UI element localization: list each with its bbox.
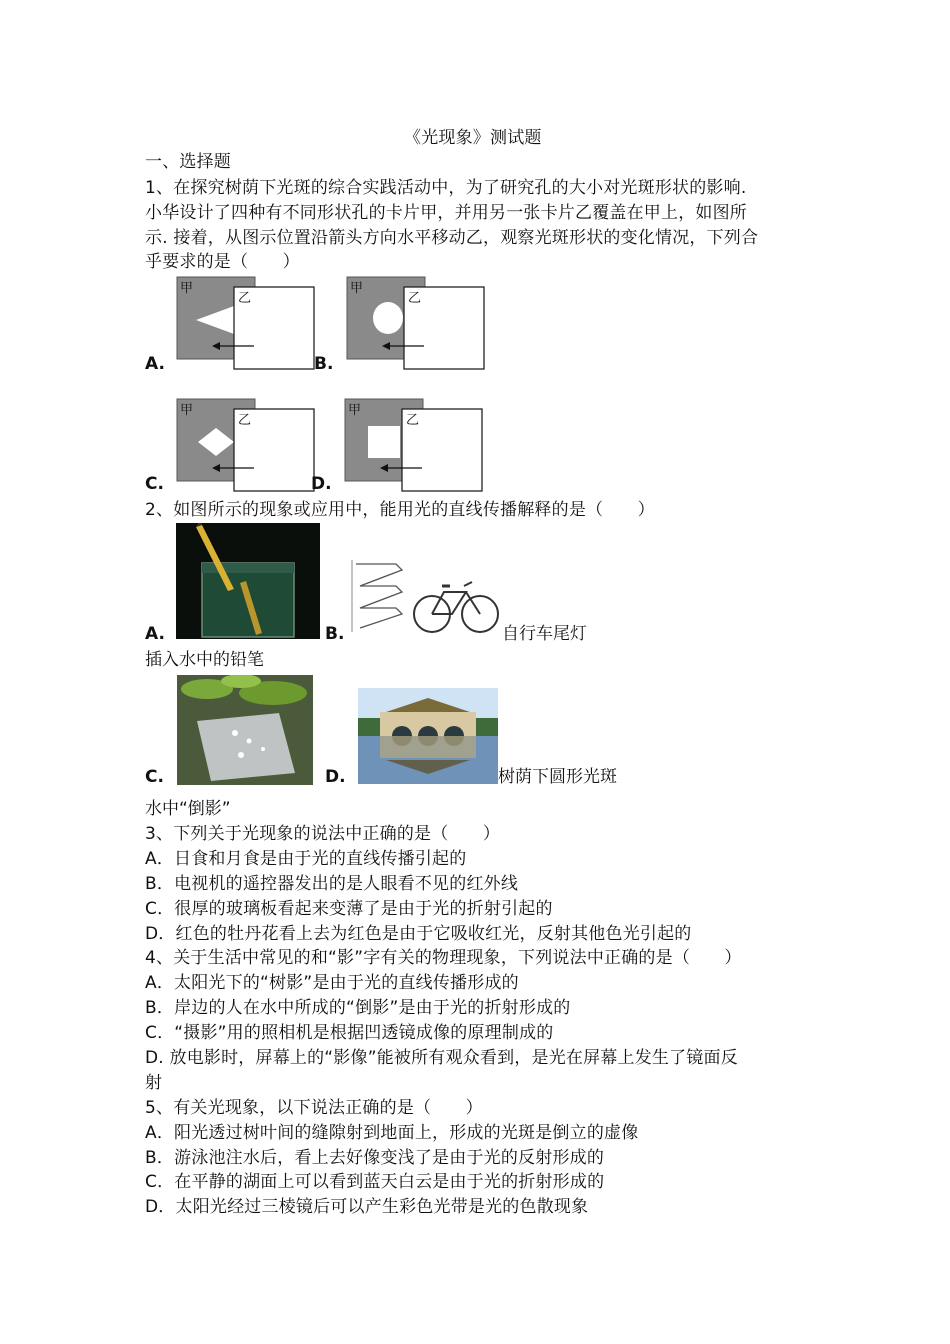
q1-line-4: 乎要求的是（ ） — [145, 252, 300, 272]
svg-text:乙: 乙 — [238, 412, 252, 427]
q4-choice-d: D. 放电影时，屏幕上的“影像”能被所有观众看到，是光在屏幕上发生了镜面反 — [145, 1048, 738, 1068]
circle-hole — [373, 302, 403, 334]
q2-figure-bike-reflector — [350, 556, 502, 638]
q1-figure-c — [176, 398, 316, 494]
card-jia-text: 甲 — [180, 280, 194, 295]
q3-choice-d: D．红色的牡丹花看上去为红色是由于它吸收红光，反射其他色光引起的 — [145, 924, 692, 944]
q3-stem: 3、下列关于光现象的说法中正确的是（ ） — [145, 824, 501, 844]
q5-choice-a: A．阳光透过树叶间的缝隙射到地面上，形成的光斑是倒立的虚像 — [145, 1123, 639, 1143]
q2-option-a-label: A. — [145, 624, 165, 644]
q1-option-c-label: C. — [145, 474, 164, 494]
svg-text:甲: 甲 — [348, 402, 362, 417]
q4-choice-a: A．太阳光下的“树影”是由于光的直线传播形成的 — [145, 973, 519, 993]
q5-stem: 5、有关光现象，以下说法正确的是（ ） — [145, 1098, 483, 1118]
q5-choice-c: C．在平静的湖面上可以看到蓝天白云是由于光的折射形成的 — [145, 1172, 605, 1192]
q1-figure-a — [176, 276, 316, 372]
q2-figure-pencil-in-water — [176, 523, 320, 639]
svg-text:甲: 甲 — [350, 280, 364, 295]
q1-option-a-label: A. — [145, 354, 165, 374]
q5-choice-b: B．游泳池注水后，看上去好像变浅了是由于光的反射形成的 — [145, 1148, 605, 1168]
q1-line-2: 小华设计了四种有不同形状孔的卡片甲，并用另一张卡片乙覆盖在甲上，如图所 — [145, 203, 747, 223]
q2-option-b-label: B. — [325, 624, 345, 644]
q4-choice-d-cont: 射 — [145, 1073, 163, 1093]
q2-figure-light-spots — [177, 675, 313, 785]
q2-figure-water-reflection — [358, 688, 498, 784]
q2-caption-c: 水中“倒影” — [145, 799, 231, 819]
q1-line-3: 示. 接着，从图示位置沿箭头方向水平移动乙，观察光斑形状的变化情况，下列合 — [145, 228, 759, 248]
q1-figure-b — [346, 276, 486, 372]
q2-option-d-label: D. — [325, 767, 346, 787]
q3-choice-c: C．很厚的玻璃板看起来变薄了是由于光的折射引起的 — [145, 899, 553, 919]
q2-stem: 2、如图所示的现象或应用中，能用光的直线传播解释的是（ ） — [145, 500, 655, 520]
card-yi-text: 乙 — [238, 290, 252, 305]
q4-choice-b: B．岸边的人在水中所成的“倒影”是由于光的折射形成的 — [145, 998, 571, 1018]
svg-text:甲: 甲 — [180, 402, 194, 417]
q4-stem: 4、关于生活中常见的和“影”字有关的物理现象，下列说法中正确的是（ ） — [145, 948, 742, 968]
q2-caption-d: 树荫下圆形光斑 — [498, 767, 617, 787]
q2-caption-b: 自行车尾灯 — [502, 624, 587, 644]
q1-figure-d — [344, 398, 484, 494]
svg-text:乙: 乙 — [406, 412, 420, 427]
q1-line-1: 1、在探究树荫下光斑的综合实践活动中，为了研究孔的大小对光斑形状的影响. — [145, 178, 747, 198]
q3-choice-b: B．电视机的遥控器发出的是人眼看不见的红外线 — [145, 874, 519, 894]
svg-text:乙: 乙 — [408, 290, 422, 305]
q3-choice-a: A．日食和月食是由于光的直线传播引起的 — [145, 849, 467, 869]
q5-choice-d: D．太阳光经过三棱镜后可以产生彩色光带是光的色散现象 — [145, 1197, 589, 1217]
page-title: 《光现象》测试题 — [404, 128, 542, 148]
q1-option-b-label: B. — [314, 354, 334, 374]
section-heading: 一、选择题 — [145, 152, 231, 172]
q2-caption-a: 插入水中的铅笔 — [145, 650, 264, 670]
q1-option-d-label: D. — [311, 474, 332, 494]
square-hole — [368, 426, 400, 458]
q2-option-c-label: C. — [145, 767, 164, 787]
q4-choice-c: C．“摄影”用的照相机是根据凹透镜成像的原理制成的 — [145, 1023, 554, 1043]
